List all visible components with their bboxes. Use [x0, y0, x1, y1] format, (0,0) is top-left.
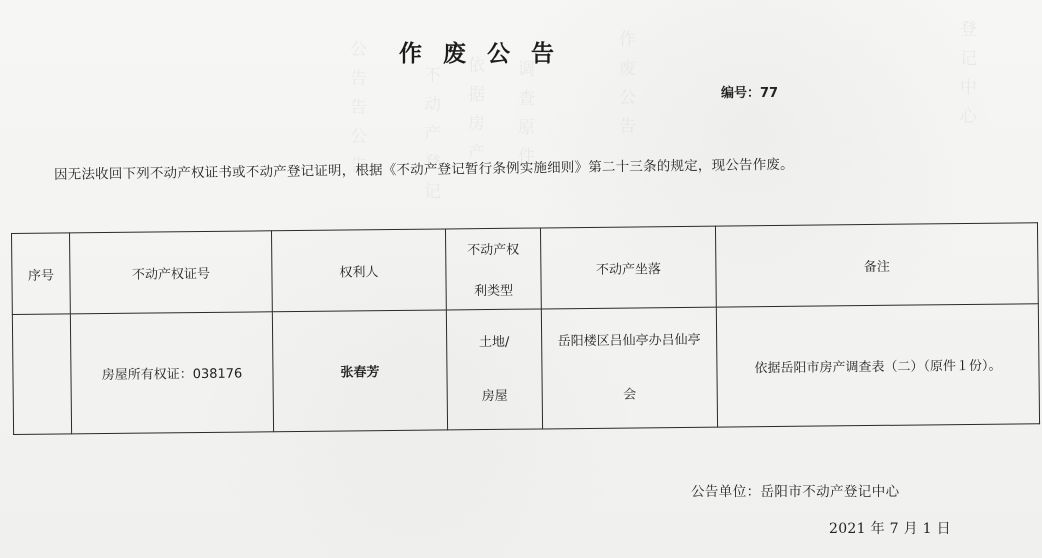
intro-paragraph: 因无法收回下列不动产权证书或不动产登记证明，根据《不动产登记暂行条例实施细则》第二十三条的规定，现公告作废。 [53, 156, 794, 183]
cell-location-line1: 岳阳楼区吕仙亭办吕仙亭 [557, 332, 701, 349]
header-right-type-stack [446, 238, 541, 299]
bleed-through-text: 作废公告 [615, 30, 635, 146]
cell-note-value: 依据岳阳市房产调查表（二）（原件１份）。 [754, 358, 1002, 377]
header-right-type [445, 228, 541, 310]
header-note-label: 备注 [863, 259, 890, 275]
cell-right-type [446, 309, 542, 430]
cell-seq [12, 314, 71, 435]
cell-holder [272, 310, 447, 432]
cell-right-type-stack [447, 334, 542, 405]
header-seq [12, 233, 71, 315]
issuer-line: 公告单位：岳阳市不动产登记中心 [691, 484, 900, 500]
page-title: 作废公告 [399, 40, 575, 67]
cell-location-line2: 会 [623, 387, 637, 403]
cell-location [541, 307, 717, 429]
document-number: 编号：77 [721, 86, 779, 101]
bleed-through-text: 调查原件 [514, 60, 534, 176]
header-holder [271, 229, 446, 312]
header-right-type-line2: 利类型 [474, 283, 514, 300]
cell-note [716, 304, 1039, 427]
bleed-through-text: 公告告公告 [346, 40, 366, 185]
cell-holder-value: 张春芳 [340, 365, 380, 381]
bleed-through-text: 不动产登记 [420, 66, 440, 211]
header-location-label: 不动产坐落 [595, 261, 661, 278]
cell-location-stack [542, 332, 717, 404]
header-cert-no [70, 231, 273, 314]
issue-date: 2021 年 7 月 1 日 [829, 521, 951, 537]
table-row [12, 304, 1039, 435]
header-right-type-line1: 不动产权 [467, 242, 520, 259]
bleed-through-text: 依据房产 [464, 56, 484, 172]
header-holder-label: 权利人 [339, 264, 379, 281]
header-note [715, 223, 1038, 307]
table-header-row [12, 223, 1039, 315]
cell-cert-no-value: 房屋所有权证：038176 [101, 366, 243, 384]
cell-cert-no [70, 312, 273, 434]
cell-right-type-line2: 房屋 [481, 388, 508, 404]
void-certificate-table [11, 222, 1040, 435]
bleed-through-text: 登记中心 [956, 20, 976, 136]
header-seq-label: 序号 [27, 268, 55, 284]
header-cert-no-label: 不动产权证号 [131, 266, 211, 283]
cell-right-type-line1: 土地/ [478, 334, 510, 350]
header-location [540, 226, 716, 309]
